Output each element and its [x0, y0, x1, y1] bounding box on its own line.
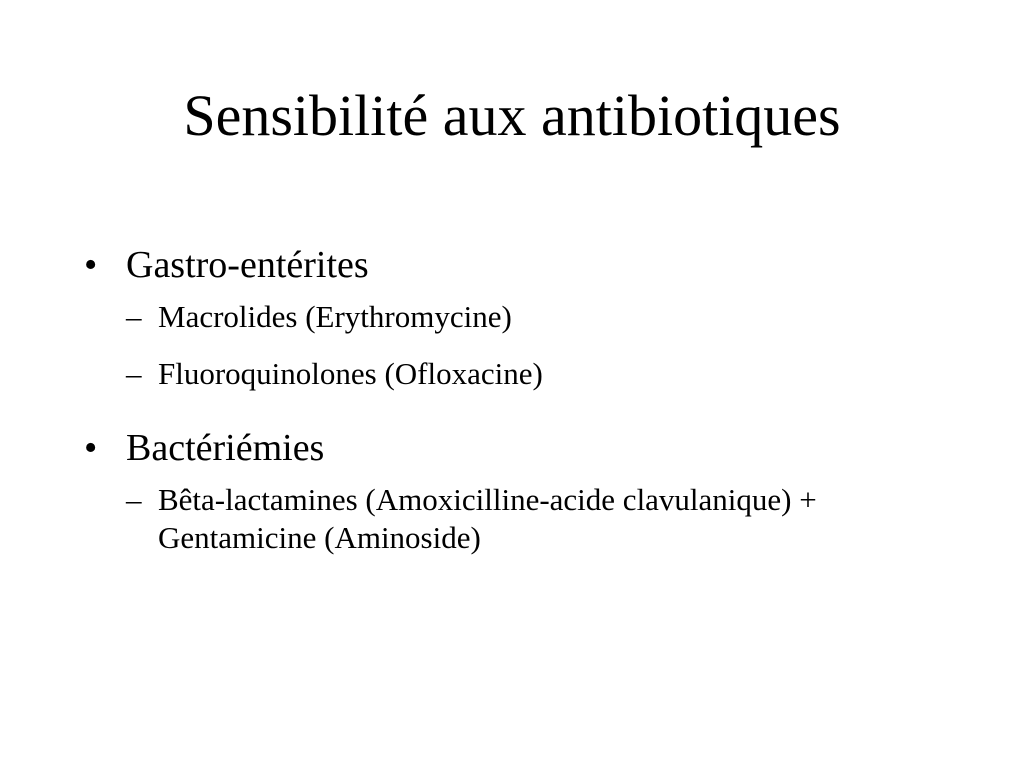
slide-title: Sensibilité aux antibiotiques: [183, 83, 841, 148]
sub-list: [126, 298, 964, 393]
sub-item: [113, 481, 964, 557]
bullet-item: [84, 425, 964, 557]
bullet-label: Gastro-entérites: [126, 244, 369, 286]
bullet-marker: •: [84, 244, 98, 286]
sub-item: [113, 298, 964, 336]
sub-item: [113, 355, 964, 393]
sub-item-text: Macrolides (Erythromycine): [158, 299, 512, 334]
bullet-list: [84, 242, 964, 557]
sub-list: [126, 481, 964, 557]
bullet-item: [84, 242, 964, 393]
bullet-label: Bactériémies: [126, 427, 325, 469]
sub-item-text: Fluoroquinolones (Ofloxacine): [158, 356, 543, 391]
sub-marker: –: [126, 299, 142, 334]
sub-marker: –: [126, 482, 142, 517]
sub-marker: –: [126, 356, 142, 391]
bullet-marker: •: [84, 427, 98, 469]
sub-item-text: Bêta-lactamines (Amoxicilline-acide clavulanique) + Gentamicine (Aminoside): [158, 482, 817, 555]
